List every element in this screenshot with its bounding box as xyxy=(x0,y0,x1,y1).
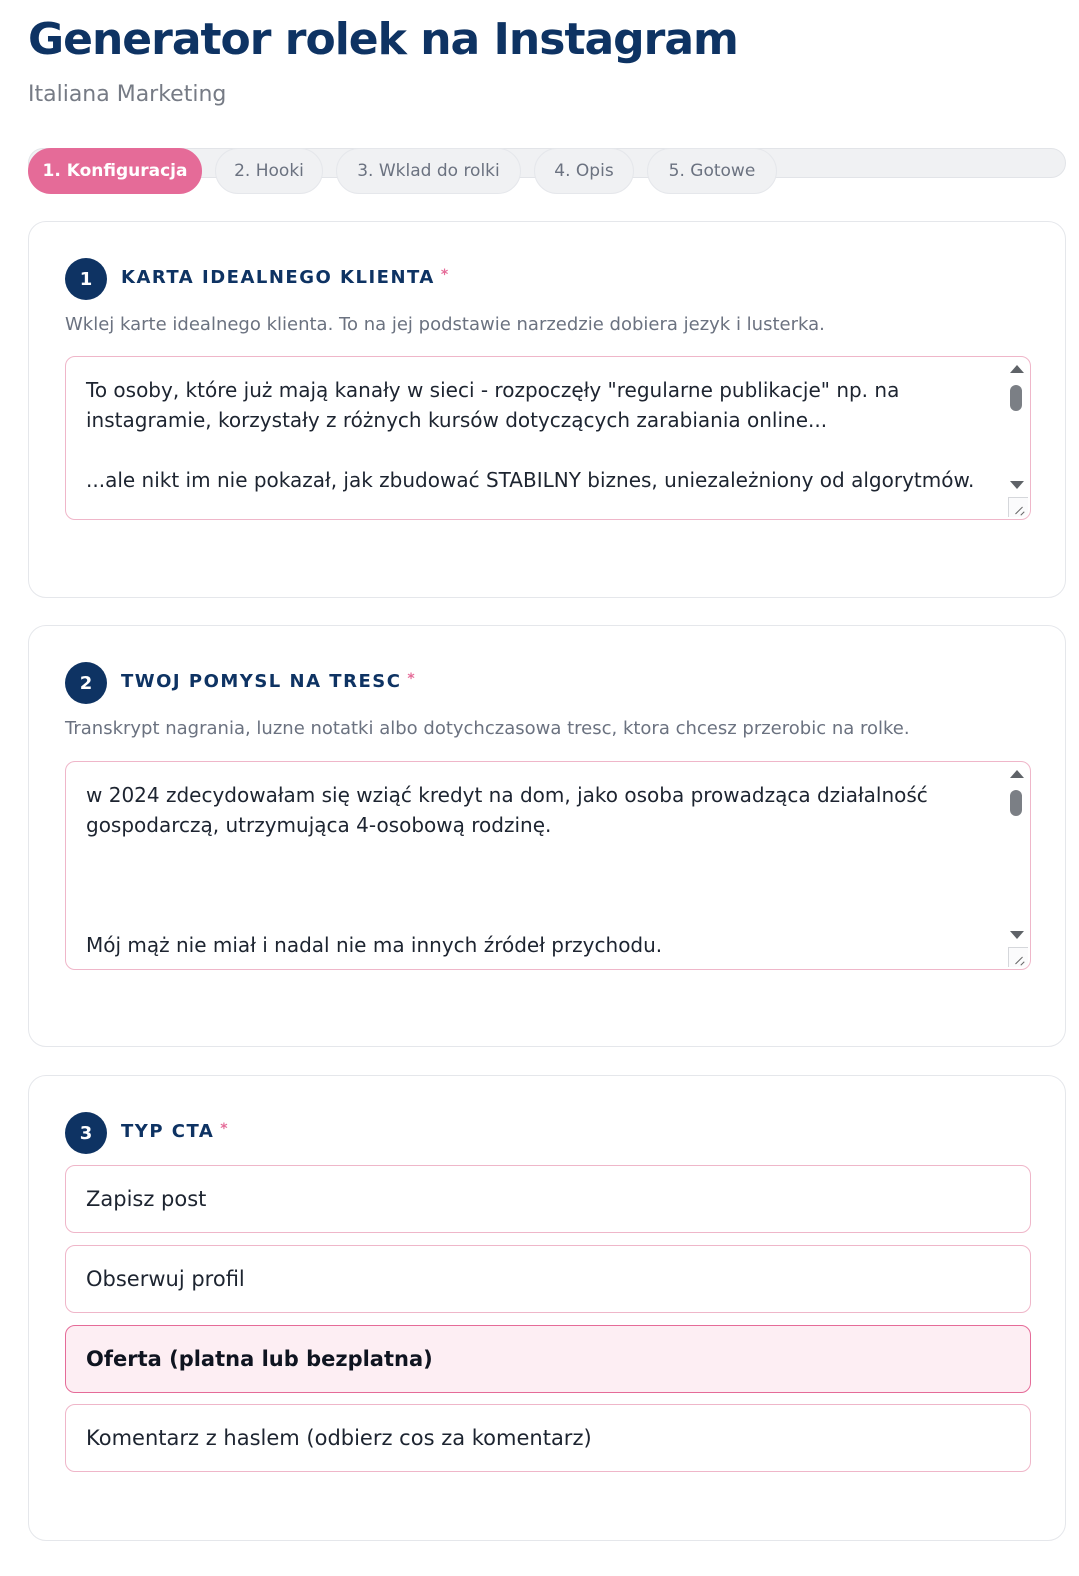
required-mark: * xyxy=(407,671,417,687)
textarea-value: To osoby, które już mają kanały w sieci - rozpoczęły "regularne publikacje" np. na instagramie, korzystały z różnych kursów dotyczących zarabiania online... ...ale nikt im nie pokazał, jak zbudować STABILNY biznes, uniezależniony od algorytmów. xyxy=(86,378,975,492)
section-title xyxy=(121,671,416,692)
required-mark: * xyxy=(220,1121,230,1137)
section-title-text: TWOJ POMYSL NA TRESC xyxy=(121,671,402,692)
scroll-up-arrow-icon[interactable] xyxy=(1010,365,1024,373)
tab-konfiguracja[interactable]: 1. Konfiguracja xyxy=(28,148,202,194)
section-title xyxy=(121,1121,229,1142)
page-title: Generator rolek na Instagram xyxy=(28,14,738,65)
tab-wklad-do-rolki[interactable]: 3. Wklad do rolki xyxy=(336,148,521,194)
ideal-client-textarea[interactable] xyxy=(65,356,1031,520)
scroll-down-arrow-icon[interactable] xyxy=(1010,481,1024,489)
step-number-badge: 2 xyxy=(65,662,107,704)
step-number-badge: 3 xyxy=(65,1112,107,1154)
section-title xyxy=(121,267,450,288)
scrollbar-thumb[interactable] xyxy=(1010,385,1022,411)
cta-option-follow-profile[interactable]: Obserwuj profil xyxy=(65,1245,1031,1313)
textarea-value: w 2024 zdecydowałam się wziąć kredyt na dom, jako osoba prowadząca działalność gospodarczą, utrzymująca 4-osobową rodzinę. Mój mąż nie miał i nadal nie ma innych źródeł przychodu. xyxy=(86,783,928,957)
required-mark: * xyxy=(440,267,450,283)
scroll-down-arrow-icon[interactable] xyxy=(1010,931,1024,939)
page-subtitle: Italiana Marketing xyxy=(28,82,227,107)
card-cta-type xyxy=(28,1075,1066,1541)
section-title-text: KARTA IDEALNEGO KLIENTA xyxy=(121,267,435,288)
cta-option-save-post[interactable]: Zapisz post xyxy=(65,1165,1031,1233)
section-title-text: TYP CTA xyxy=(121,1121,215,1142)
resize-handle-icon[interactable] xyxy=(1008,497,1028,517)
resize-handle-icon[interactable] xyxy=(1008,947,1028,967)
card-ideal-client xyxy=(28,221,1066,598)
step-number-badge: 1 xyxy=(65,258,107,300)
card-content-idea xyxy=(28,625,1066,1047)
cta-option-offer[interactable]: Oferta (platna lub bezplatna) xyxy=(65,1325,1031,1393)
tab-hooki[interactable]: 2. Hooki xyxy=(215,148,323,194)
tab-gotowe[interactable]: 5. Gotowe xyxy=(647,148,777,194)
scroll-up-arrow-icon[interactable] xyxy=(1010,770,1024,778)
section-description: Wklej karte idealnego klienta. To na jej podstawie narzedzie dobiera jezyk i lusterka. xyxy=(65,314,825,335)
scrollbar-thumb[interactable] xyxy=(1010,790,1022,816)
cta-option-comment-keyword[interactable]: Komentarz z haslem (odbierz cos za komentarz) xyxy=(65,1404,1031,1472)
content-idea-textarea[interactable] xyxy=(65,761,1031,970)
tab-opis[interactable]: 4. Opis xyxy=(534,148,634,194)
section-description: Transkrypt nagrania, luzne notatki albo dotychczasowa tresc, ktora chcesz przerobic na rolke. xyxy=(65,718,910,739)
